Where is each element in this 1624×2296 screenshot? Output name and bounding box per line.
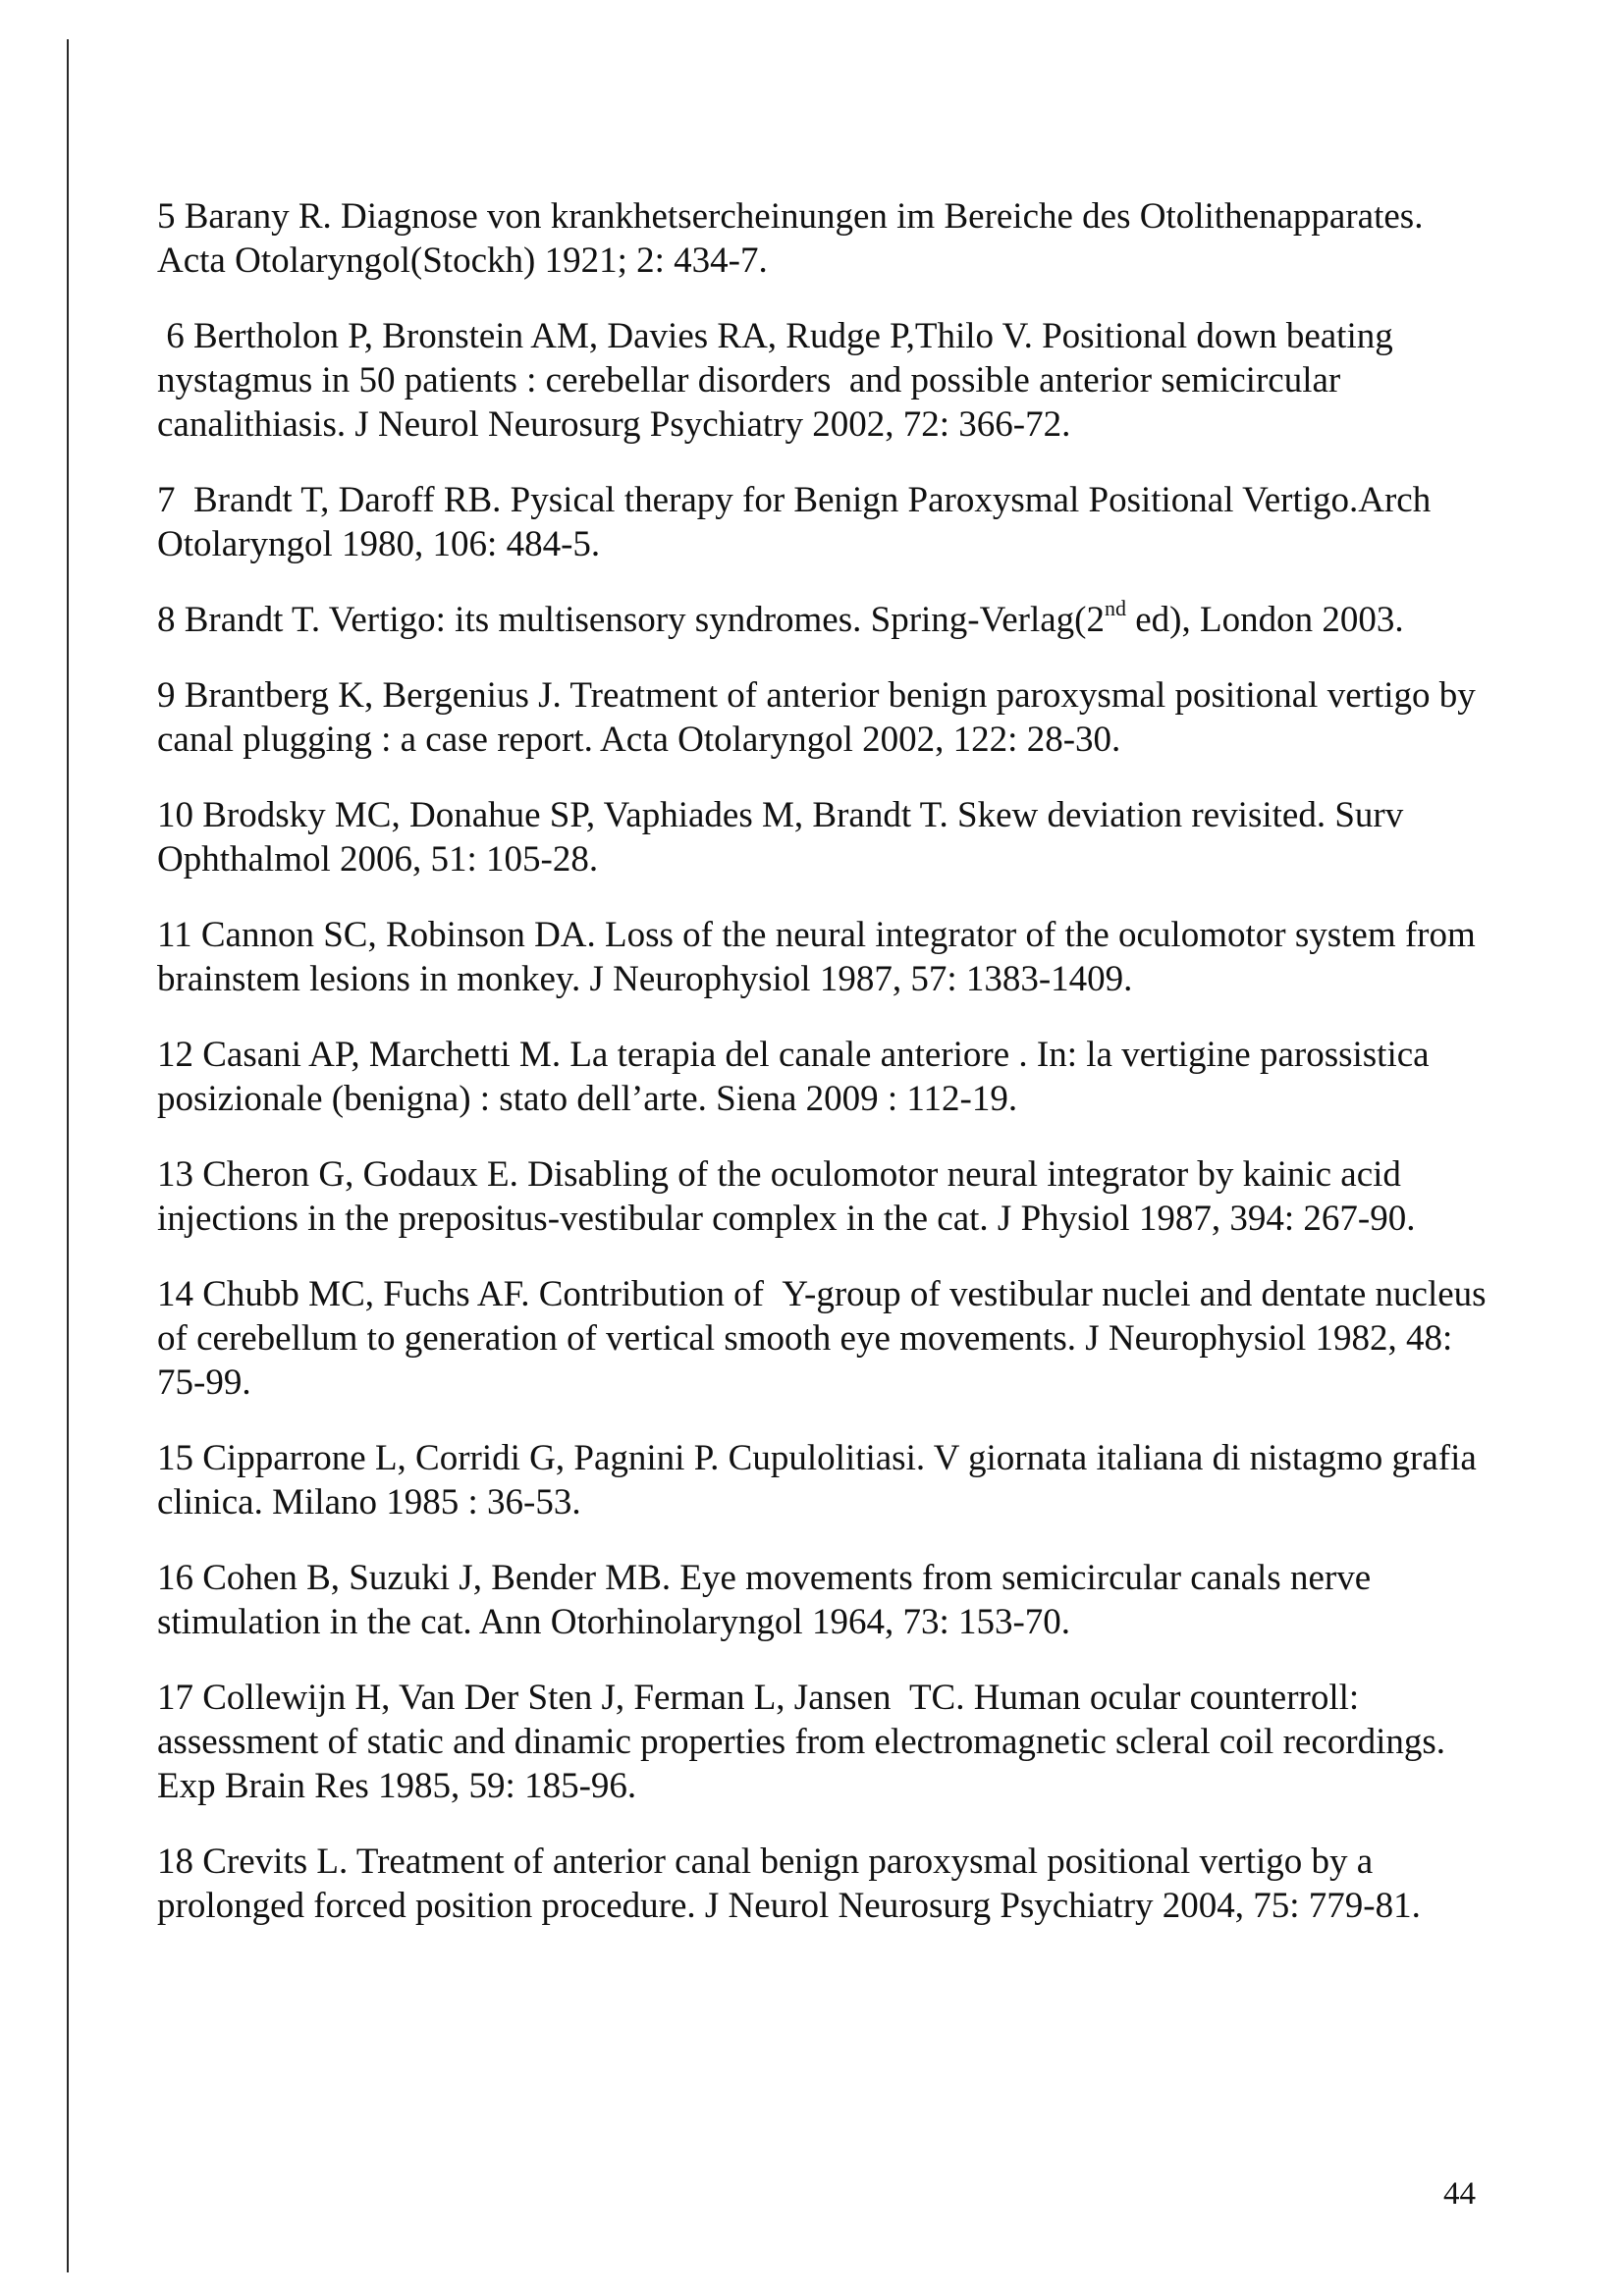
- reference-entry: 13 Cheron G, Godaux E. Disabling of the oculomotor neural integrator by kainic acid injections in the prepositus-vestibular complex in the cat. J Physiol 1987, 394: 267-90.: [157, 1154, 1416, 1239]
- reference-entry: 5 Barany R. Diagnose von krankhetsercheinungen im Bereiche des Otolithenapparates. Acta Otolaryngol(Stockh) 1921; 2: 434-7.: [157, 196, 1424, 281]
- reference-text: ed), London 2003.: [1126, 600, 1404, 640]
- reference-entry: 18 Crevits L. Treatment of anterior canal benign paroxysmal positional vertigo by a prolonged forced position procedure. J Neurol Neurosurg Psychiatry 2004, 75: 779-81.: [157, 1842, 1421, 1926]
- reference-entry: 9 Brantberg K, Bergenius J. Treatment of anterior benign paroxysmal positional vertigo by canal plugging : a case report. Acta Otolaryngol 2002, 122: 28-30.: [157, 675, 1476, 760]
- reference-text: 8 Brandt T. Vertigo: its multisensory syndromes. Spring-Verlag(2: [157, 600, 1105, 640]
- reference-list: [157, 194, 1492, 1959]
- reference-entry: 17 Collewijn H, Van Der Sten J, Ferman L, Jansen TC. Human ocular counterroll: assessment of static and dinamic properties from electromagnetic scleral coil recordings. Exp Brain Res 1985, 59: 185-96.: [157, 1678, 1446, 1806]
- page-number: 44: [1443, 2176, 1476, 2212]
- reference-entry: 12 Casani AP, Marchetti M. La terapia del canale anteriore . In: la vertigine parossistica posizionale (benigna) : stato dell’arte. Siena 2009 : 112-19.: [157, 1035, 1430, 1119]
- ordinal-superscript: nd: [1105, 596, 1126, 620]
- reference-entry: [157, 598, 1492, 642]
- reference-entry: 10 Brodsky MC, Donahue SP, Vaphiades M, Brandt T. Skew deviation revisited. Surv Ophthalmol 2006, 51: 105-28.: [157, 795, 1404, 880]
- page-margin-rule: [67, 39, 69, 2272]
- reference-entry: 11 Cannon SC, Robinson DA. Loss of the neural integrator of the oculomotor system from brainstem lesions in monkey. J Neurophysiol 1987, 57: 1383-1409.: [157, 915, 1476, 999]
- reference-entry: 16 Cohen B, Suzuki J, Bender MB. Eye movements from semicircular canals nerve stimulation in the cat. Ann Otorhinolaryngol 1964, 73: 153-70.: [157, 1558, 1372, 1642]
- reference-entry: 6 Bertholon P, Bronstein AM, Davies RA, Rudge P,Thilo V. Positional down beating nystagmus in 50 patients : cerebellar disorders and possible anterior semicircular canalithiasis. J Neurol Neurosurg Psychiatry 2002, 72: 366-72.: [157, 316, 1393, 445]
- reference-entry: 7 Brandt T, Daroff RB. Pysical therapy for Benign Paroxysmal Positional Vertigo.Arch Otolaryngol 1980, 106: 484-5.: [157, 480, 1432, 564]
- reference-entry: 15 Cipparrone L, Corridi G, Pagnini P. Cupulolitiasi. V giornata italiana di nistagmo grafia clinica. Milano 1985 : 36-53.: [157, 1438, 1477, 1522]
- reference-entry: 14 Chubb MC, Fuchs AF. Contribution of Y-group of vestibular nuclei and dentate nucleus of cerebellum to generation of vertical smooth eye movements. J Neurophysiol 1982, 48: 75-99.: [157, 1274, 1487, 1403]
